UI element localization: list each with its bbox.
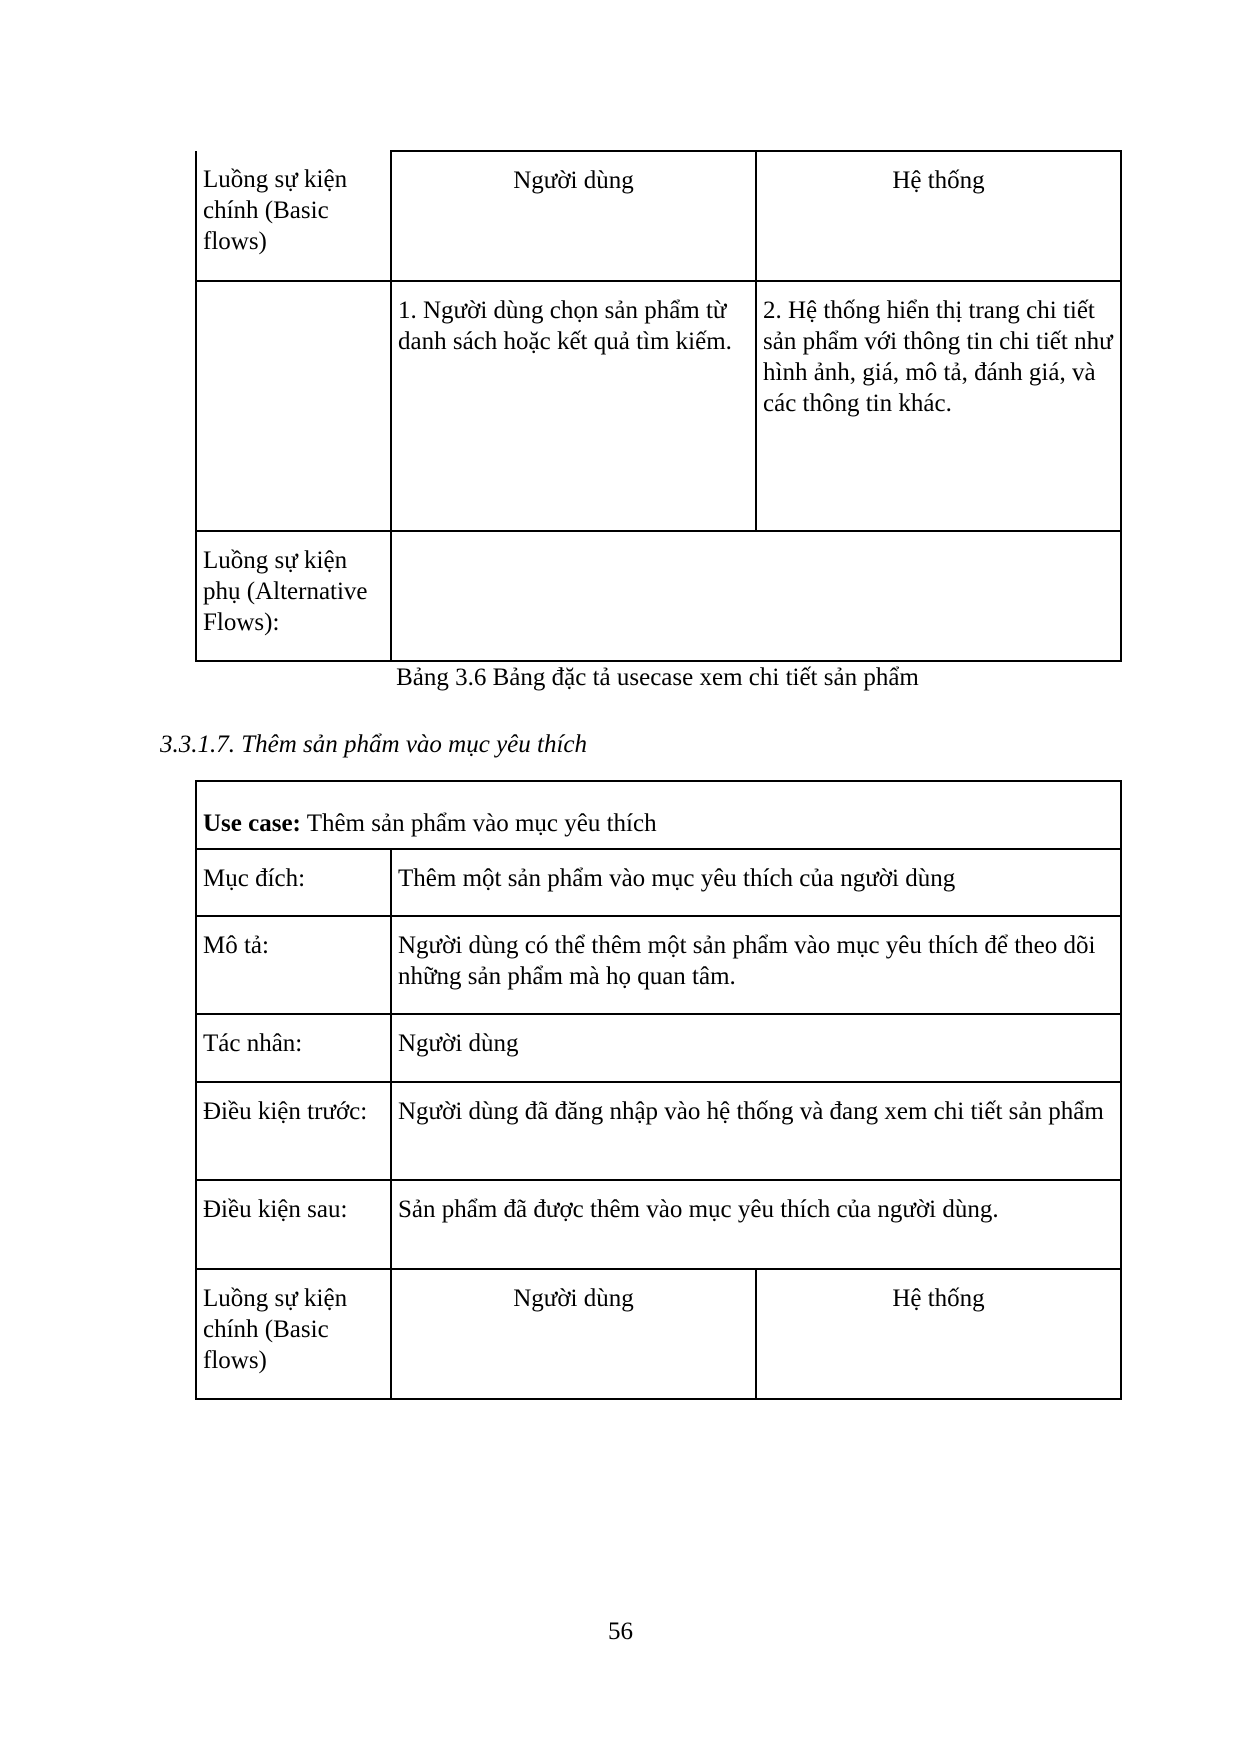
precondition-value: Người dùng đã đăng nhập vào hệ thống và đang xem chi tiết sản phẩm (391, 1082, 1121, 1180)
usecase-table-view-product-detail (195, 150, 1122, 662)
alternative-flow-value (391, 531, 1121, 661)
postcondition-label: Điều kiện sau: (196, 1180, 391, 1269)
table-row-precondition (196, 1082, 1121, 1180)
table-row-basic-flow-header-2 (196, 1269, 1121, 1399)
alternative-flow-label: Luồng sự kiện phụ (Alternative Flows): (196, 531, 391, 661)
user-step-cell: 1. Người dùng chọn sản phẩm từ danh sách hoặc kết quả tìm kiếm. (391, 281, 756, 531)
precondition-label: Điều kiện trước: (196, 1082, 391, 1180)
usecase-value: Thêm sản phẩm vào mục yêu thích (300, 810, 657, 837)
actor-label: Tác nhân: (196, 1014, 391, 1082)
column-header-system-2: Hệ thống (756, 1269, 1121, 1399)
table-row-purpose (196, 849, 1121, 916)
basic-flow-label-2: Luồng sự kiện chính (Basic flows) (196, 1269, 391, 1399)
purpose-label: Mục đích: (196, 849, 391, 916)
table-row-description (196, 916, 1121, 1014)
section-heading: 3.3.1.7. Thêm sản phẩm vào mục yêu thích (160, 731, 588, 758)
basic-flow-label: Luồng sự kiện chính (Basic flows) (196, 151, 391, 281)
table-row-steps (196, 281, 1121, 531)
table-row-alternative-flow (196, 531, 1121, 661)
column-header-user: Người dùng (391, 151, 756, 281)
page-number: 56 (608, 1618, 633, 1645)
column-header-system: Hệ thống (756, 151, 1121, 281)
table-row-usecase (196, 781, 1121, 849)
postcondition-value: Sản phẩm đã được thêm vào mục yêu thích của người dùng. (391, 1180, 1121, 1269)
actor-value: Người dùng (391, 1014, 1121, 1082)
table-row-basic-flow-header (196, 151, 1121, 281)
table-row-actor (196, 1014, 1121, 1082)
description-value: Người dùng có thể thêm một sản phẩm vào mục yêu thích để theo dõi những sản phẩm mà họ quan tâm. (391, 916, 1121, 1014)
table-row-postcondition (196, 1180, 1121, 1269)
column-header-user-2: Người dùng (391, 1269, 756, 1399)
purpose-value: Thêm một sản phẩm vào mục yêu thích của người dùng (391, 849, 1121, 916)
table-caption: Bảng 3.6 Bảng đặc tả usecase xem chi tiết sản phẩm (396, 664, 919, 691)
usecase-title-cell (196, 781, 1121, 849)
usecase-label: Use case: (203, 810, 301, 837)
system-step-cell: 2. Hệ thống hiển thị trang chi tiết sản phẩm với thông tin chi tiết như hình ảnh, giá, mô tả, đánh giá, và các thông tin khác. (756, 281, 1121, 531)
usecase-table-add-favorite (195, 780, 1122, 1400)
description-label: Mô tả: (196, 916, 391, 1014)
empty-label-cell (196, 281, 391, 531)
